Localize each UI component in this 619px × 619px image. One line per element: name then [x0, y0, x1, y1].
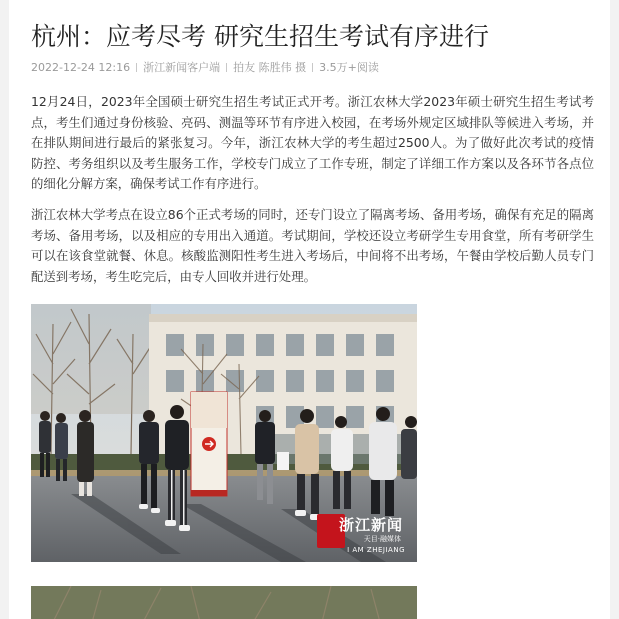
photo-watermark [313, 514, 417, 560]
article-title: 杭州：应考尽考 研究生招生考试有序进行 [31, 22, 489, 51]
watermark-subtitle: 天目·融媒体 [363, 535, 401, 543]
article-paragraph: 浙江农林大学考点在设立86个正式考场的同时，还专门设立了隔离考场、备用考场，确保有充足的隔离考场、备用考场，以及相应的专用出入通道。考试期间，学校还设立考研学生专用食堂，所有考研学生可以在该食堂就餐、休息。核酸监测阳性考生进入考场后，中间将不出考场，午餐由学校后勤人员专门配送到考场，考生吃完后，由专人回收并进行处理。 [31, 207, 594, 284]
watermark-title: 浙江新闻 [338, 516, 403, 534]
article-paragraph: 12月24日，2023年全国硕士研究生招生考试正式开考。浙江农林大学2023年硕士研究生招生考试考点，考生们通过身份核验、亮码、测温等环节有序进入校园，在考场外规定区域排队等候进入考场，并在排队期间进行最后的紧张复习。今年，浙江农林大学的考生超过2500人。为了做好此次考试的疫情防控、考务组织以及考生服务工作，学校专门成立了工作专班，制定了详细工作方案以及各环节各点位的细化分解方案，确保考试工作有序进行。 [31, 94, 594, 191]
meta-divider [136, 63, 137, 72]
article-photo-second[interactable] [31, 586, 417, 619]
photo-scene-second [31, 586, 417, 619]
meta-divider [226, 63, 227, 72]
source-link[interactable]: 浙江新闻客户端 [143, 61, 221, 74]
meta-divider [312, 63, 313, 72]
watermark-english: I AM ZHEJIANG [347, 546, 405, 554]
article-meta [31, 60, 379, 76]
article-page [9, 0, 610, 619]
read-count: 3.5万+阅读 [319, 61, 379, 74]
author-credit: 拍友 陈胜伟 摄 [233, 61, 307, 74]
article-photo[interactable] [31, 304, 417, 562]
publish-datetime: 2022-12-24 12:16 [31, 61, 131, 74]
